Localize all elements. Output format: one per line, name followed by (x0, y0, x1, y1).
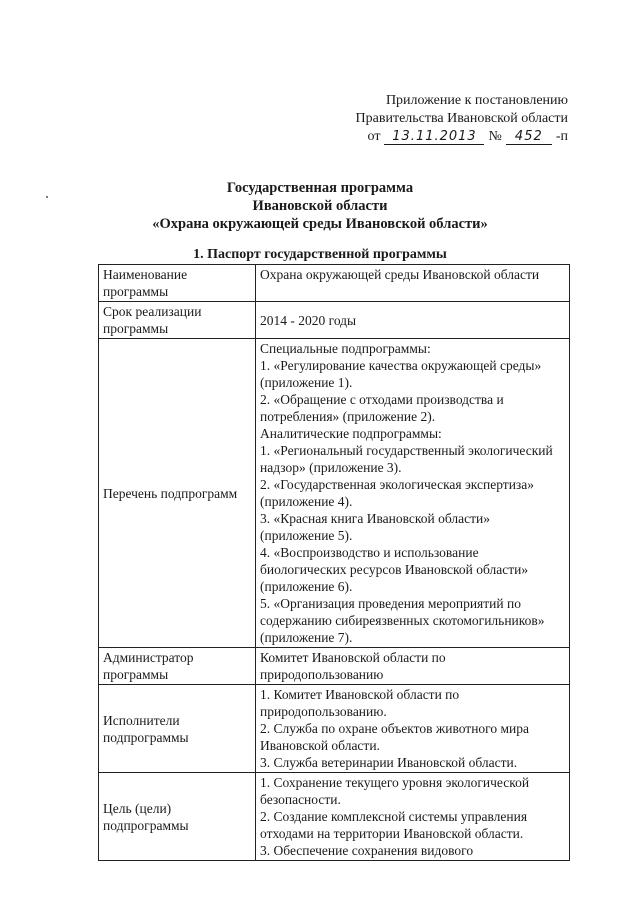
row-value (256, 339, 570, 648)
appendix-line-1: Приложение к постановлению (385, 93, 568, 108)
appendix-header (308, 92, 568, 146)
value-line: 5. «Организация проведения мероприятий по содержанию сибиреязвенных скотомогильников» (приложение 7). (260, 596, 545, 645)
number-label: № (488, 129, 502, 144)
value-line: 4. «Воспроизводство и использование биологических ресурсов Ивановской области» (приложение 6). (260, 545, 529, 594)
handwritten-date: 13.11.2013 (384, 129, 484, 145)
value-line: 2. «Обращение с отходами производства и потребления» (приложение 2). (260, 392, 504, 424)
handwritten-number: 452 (506, 129, 552, 145)
row-value (256, 773, 570, 861)
row-value (256, 648, 570, 685)
value-line: Комитет Ивановской области по природопользованию (260, 650, 446, 682)
title-line-1: Государственная программа (226, 180, 414, 196)
value-line: 1. Сохранение текущего уровня экологической безопасности. (260, 775, 530, 807)
table-row (99, 648, 570, 685)
from-label: от (367, 129, 381, 144)
value-line: 1. «Регулирование качества окружающей среды» (приложение 1). (260, 358, 542, 390)
table-row (99, 302, 570, 339)
document-title (0, 179, 640, 233)
appendix-date-row (308, 128, 568, 146)
value-line: 3. «Красная книга Ивановской области» (приложение 5). (260, 511, 491, 543)
title-line-2: Ивановской области (252, 198, 388, 214)
row-value (256, 302, 570, 339)
number-suffix: -п (555, 129, 568, 144)
value-line: Аналитические подпрограммы: (260, 426, 442, 441)
value-line: 2014 - 2020 годы (260, 312, 357, 328)
table-row (99, 339, 570, 648)
row-label: Срок реализации программы (99, 302, 256, 339)
table-row (99, 265, 570, 302)
section-heading: 1. Паспорт государственной программы (193, 247, 447, 262)
value-line: 2. Создание комплексной системы управления отходами на территории Ивановской области. (260, 809, 528, 841)
row-value (256, 685, 570, 773)
value-line: 2. «Государственная экологическая экспертиза» (приложение 4). (260, 477, 535, 509)
value-line: 1. Комитет Ивановской области по природопользованию. (260, 687, 460, 719)
value-line: Специальные подпрограммы: (260, 341, 431, 356)
value-line: 1. «Региональный государственный экологический надзор» (приложение 3). (260, 443, 553, 475)
table-row (99, 685, 570, 773)
row-value (256, 265, 570, 302)
passport-table (98, 264, 570, 861)
value-line: 3. Служба ветеринарии Ивановской области. (260, 755, 518, 770)
row-label: Исполнители подпрограммы (99, 685, 256, 773)
value-line: Охрана окружающей среды Ивановской области (260, 267, 540, 282)
row-label: Администратор программы (99, 648, 256, 685)
table-row (99, 773, 570, 861)
value-line: 2. Служба по охране объектов животного мира Ивановской области. (260, 721, 530, 753)
appendix-line-2: Правительства Ивановской области (355, 111, 568, 126)
row-label: Наименование программы (99, 265, 256, 302)
row-label: Перечень подпрограмм (99, 339, 256, 648)
title-line-3: «Охрана окружающей среды Ивановской области» (152, 216, 488, 232)
row-label: Цель (цели) подпрограммы (99, 773, 256, 861)
value-line: 3. Обеспечение сохранения видового (260, 843, 474, 858)
